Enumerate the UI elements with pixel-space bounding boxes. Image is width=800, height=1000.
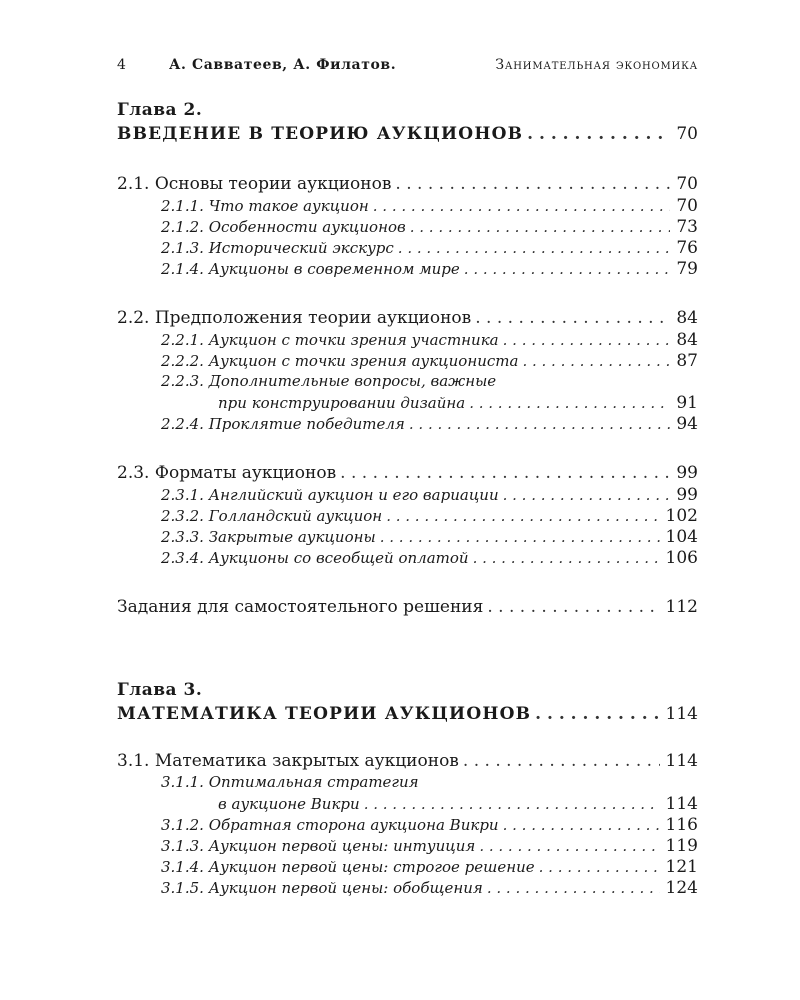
dot-leader <box>386 507 659 525</box>
section-title: 2.3. Форматы аукционов <box>117 463 337 483</box>
dot-leader <box>539 858 660 876</box>
dot-leader <box>473 549 660 567</box>
toc-item-2-1-4[interactable] <box>161 259 698 279</box>
page-ref: 84 <box>676 330 698 350</box>
toc-item-2-2-1[interactable] <box>161 330 698 350</box>
page-ref: 70 <box>676 124 698 144</box>
chapter-title: ВВЕДЕНИЕ В ТЕОРИЮ АУКЦИОНОВ <box>117 124 524 144</box>
toc-item-2-3-1[interactable] <box>161 485 698 505</box>
item-title: 2.2.1. Аукцион с точки зрения участника <box>161 331 499 349</box>
toc-item-3-1-1-first-line[interactable]: 3.1.1. Оптимальная стратегия <box>161 773 419 791</box>
dot-leader <box>398 239 671 257</box>
item-title: 2.2.4. Проклятие победителя <box>161 415 405 433</box>
page-ref: 116 <box>665 815 698 835</box>
page-ref: 124 <box>665 878 698 898</box>
dot-leader <box>464 260 671 278</box>
toc-item-2-3-2[interactable] <box>161 506 698 526</box>
page-ref: 104 <box>665 527 698 547</box>
page-ref: 79 <box>676 259 698 279</box>
dot-leader <box>503 331 671 349</box>
toc-item-2-3-3[interactable] <box>161 527 698 547</box>
item-title: 2.3.4. Аукционы со всеобщей оплатой <box>161 549 469 567</box>
toc-section-2-3[interactable] <box>117 463 698 483</box>
page-ref: 102 <box>665 506 698 526</box>
section-title: 3.1. Математика закрытых аукционов <box>117 751 459 771</box>
dot-leader <box>469 394 670 412</box>
dot-leader <box>475 308 670 328</box>
page-ref: 112 <box>665 597 698 617</box>
chapter-3-title-entry[interactable] <box>117 704 698 724</box>
dot-leader <box>463 751 660 771</box>
dot-leader <box>503 816 660 834</box>
page-ref: 73 <box>676 217 698 237</box>
page-ref: 114 <box>665 794 698 814</box>
toc-item-3-1-2[interactable] <box>161 815 698 835</box>
page-ref: 87 <box>676 351 698 371</box>
toc-item-2-3-4[interactable] <box>161 548 698 568</box>
toc-item-3-1-3[interactable] <box>161 836 698 856</box>
toc-section-3-1[interactable] <box>117 751 698 771</box>
dot-leader <box>527 124 670 144</box>
toc-section-2-2[interactable] <box>117 308 698 328</box>
toc-item-2-1-1[interactable] <box>161 196 698 216</box>
item-title: 2.1.1. Что такое аукцион <box>161 197 369 215</box>
page-ref: 94 <box>676 414 698 434</box>
page-ref: 99 <box>676 463 698 483</box>
page-ref: 70 <box>676 196 698 216</box>
dot-leader <box>380 528 660 546</box>
dot-leader <box>364 795 660 813</box>
dot-leader <box>373 197 671 215</box>
page-ref: 119 <box>665 836 698 856</box>
item-title: 2.2.2. Аукцион с точки зрения аукциониста <box>161 352 519 370</box>
page-ref: 114 <box>665 704 698 724</box>
section-title: 2.2. Предположения теории аукционов <box>117 308 472 328</box>
page-ref: 70 <box>676 174 698 194</box>
dot-leader <box>487 597 659 617</box>
toc-item-2-2-2[interactable] <box>161 351 698 371</box>
dot-leader <box>503 486 671 504</box>
item-title: 2.1.3. Исторический экскурс <box>161 239 394 257</box>
item-title: 3.1.4. Аукцион первой цены: строгое решение <box>161 858 535 876</box>
dot-leader <box>395 174 670 194</box>
running-head <box>117 57 698 77</box>
dot-leader <box>409 415 670 433</box>
toc-item-3-1-1[interactable] <box>218 794 698 814</box>
page-ref: 76 <box>676 238 698 258</box>
page-number: 4 <box>117 57 127 73</box>
toc-item-3-1-4[interactable] <box>161 857 698 877</box>
chapter-2-title-entry[interactable] <box>117 124 698 144</box>
item-title: 3.1.3. Аукцион первой цены: интуиция <box>161 837 476 855</box>
page-ref: 114 <box>665 751 698 771</box>
page-ref: 121 <box>665 857 698 877</box>
exercises-title: Задания для самостоятельного решения <box>117 597 484 617</box>
item-title: 2.3.2. Голландский аукцион <box>161 507 383 525</box>
item-title-continuation: при конструировании дизайна <box>218 394 466 412</box>
toc-item-2-1-2[interactable] <box>161 217 698 237</box>
item-title: 2.3.1. Английский аукцион и его вариации <box>161 486 499 504</box>
toc-item-2-2-4[interactable] <box>161 414 698 434</box>
dot-leader <box>522 352 670 370</box>
toc-item-3-1-5[interactable] <box>161 878 698 898</box>
item-title: 3.1.2. Обратная сторона аукциона Викри <box>161 816 499 834</box>
dot-leader <box>487 879 660 897</box>
toc-item-2-1-3[interactable] <box>161 238 698 258</box>
page-ref: 91 <box>676 393 698 413</box>
dot-leader <box>535 704 659 724</box>
running-head-book-title: Занимательная экономика <box>495 57 698 73</box>
running-head-authors: А. Савватеев, А. Филатов. <box>169 57 397 73</box>
toc-item-2-2-3[interactable] <box>218 393 698 413</box>
page-ref: 106 <box>665 548 698 568</box>
item-title-continuation: в аукционе Викри <box>218 795 360 813</box>
page-ref: 99 <box>676 485 698 505</box>
chapter-2-label: Глава 2. <box>117 100 203 120</box>
toc-page <box>117 0 698 1000</box>
dot-leader <box>410 218 671 236</box>
page-ref: 84 <box>676 308 698 328</box>
section-title: 2.1. Основы теории аукционов <box>117 174 392 194</box>
chapter-title: МАТЕМАТИКА ТЕОРИИ АУКЦИОНОВ <box>117 704 532 724</box>
item-title: 2.1.4. Аукционы в современном мире <box>161 260 460 278</box>
toc-section-2-1[interactable] <box>117 174 698 194</box>
chapter-3-label: Глава 3. <box>117 680 203 700</box>
item-title: 3.1.5. Аукцион первой цены: обобщения <box>161 879 483 897</box>
toc-exercises[interactable] <box>117 597 698 617</box>
item-title: 2.3.3. Закрытые аукционы <box>161 528 376 546</box>
toc-item-2-2-3-first-line[interactable]: 2.2.3. Дополнительные вопросы, важные <box>161 372 497 390</box>
dot-leader <box>340 463 670 483</box>
dot-leader <box>479 837 659 855</box>
item-title: 2.1.2. Особенности аукционов <box>161 218 406 236</box>
